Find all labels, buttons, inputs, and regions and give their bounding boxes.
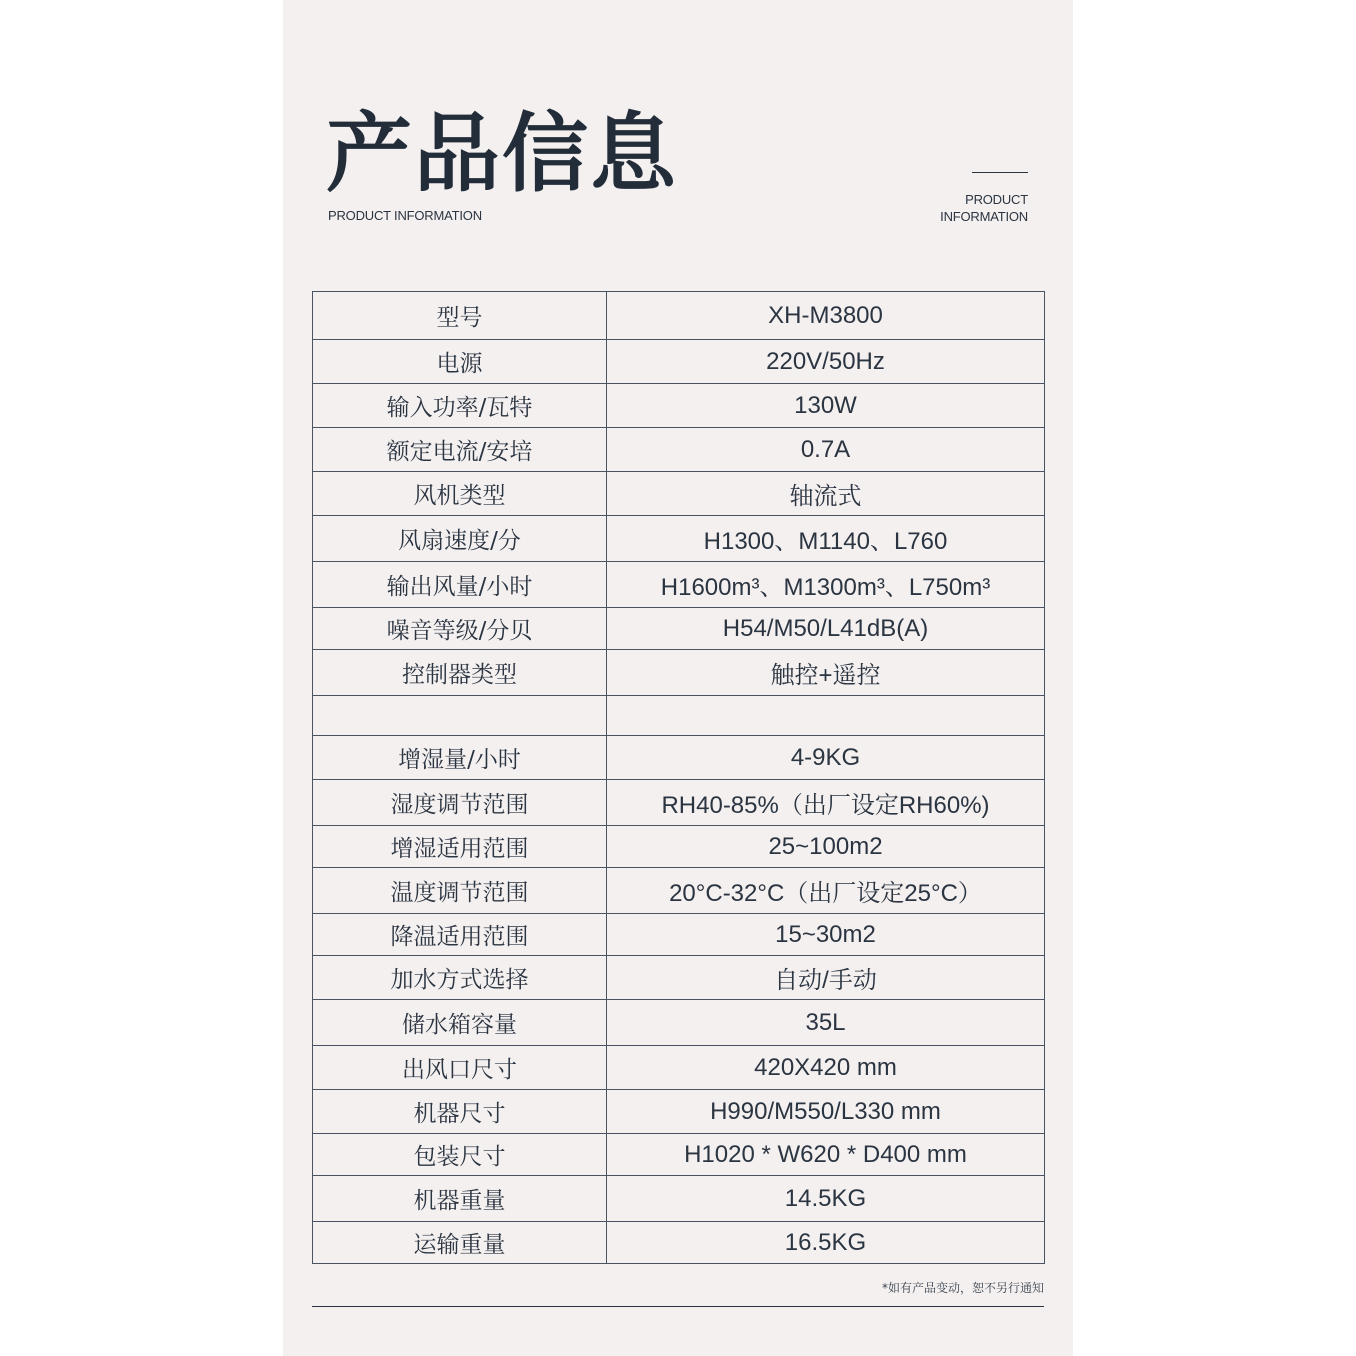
spec-value: H990/M550/L330 mm <box>607 1090 1045 1134</box>
spec-value: 14.5KG <box>607 1176 1045 1222</box>
spec-label <box>313 696 607 736</box>
spec-label: 增湿量/小时 <box>313 736 607 780</box>
spec-value <box>607 696 1045 736</box>
spec-label: 风扇速度/分 <box>313 516 607 562</box>
spec-label: 电源 <box>313 340 607 384</box>
spec-label: 风机类型 <box>313 472 607 516</box>
table-row <box>313 696 1045 736</box>
spec-value: 轴流式 <box>607 472 1045 516</box>
spec-label: 型号 <box>313 292 607 340</box>
table-row <box>313 914 1045 956</box>
table-row <box>313 1000 1045 1046</box>
spec-value: H1300、M1140、L760 <box>607 516 1045 562</box>
spec-value: 220V/50Hz <box>607 340 1045 384</box>
spec-label: 控制器类型 <box>313 650 607 696</box>
table-row <box>313 1090 1045 1134</box>
spec-label: 出风口尺寸 <box>313 1046 607 1090</box>
table-row <box>313 650 1045 696</box>
table-row <box>313 956 1045 1000</box>
spec-table-body <box>313 292 1045 1264</box>
bottom-divider <box>312 1306 1044 1307</box>
spec-label: 增湿适用范围 <box>313 826 607 868</box>
table-row <box>313 384 1045 428</box>
table-row <box>313 1176 1045 1222</box>
disclaimer-note: *如有产品变动，恕不另行通知 <box>881 1281 1044 1295</box>
spec-label: 储水箱容量 <box>313 1000 607 1046</box>
spec-value: 16.5KG <box>607 1222 1045 1264</box>
spec-value: XH-M3800 <box>607 292 1045 340</box>
spec-label: 加水方式选择 <box>313 956 607 1000</box>
table-row <box>313 516 1045 562</box>
spec-value: 0.7A <box>607 428 1045 472</box>
spec-value: H54/M50/L41dB(A) <box>607 608 1045 650</box>
header-divider <box>972 172 1028 173</box>
spec-label: 机器尺寸 <box>313 1090 607 1134</box>
table-row <box>313 1046 1045 1090</box>
table-row <box>313 1134 1045 1176</box>
spec-label: 温度调节范围 <box>313 868 607 914</box>
spec-value: 25~100m2 <box>607 826 1045 868</box>
page-subtitle: PRODUCT INFORMATION <box>328 208 482 223</box>
spec-value: 35L <box>607 1000 1045 1046</box>
spec-label: 输入功率/瓦特 <box>313 384 607 428</box>
spec-value: 自动/手动 <box>607 956 1045 1000</box>
spec-value: 4-9KG <box>607 736 1045 780</box>
table-row <box>313 472 1045 516</box>
corner-label <box>900 191 1028 225</box>
spec-label: 湿度调节范围 <box>313 780 607 826</box>
spec-label: 降温适用范围 <box>313 914 607 956</box>
spec-label: 噪音等级/分贝 <box>313 608 607 650</box>
table-row <box>313 826 1045 868</box>
table-row <box>313 780 1045 826</box>
spec-value: 触控+遥控 <box>607 650 1045 696</box>
spec-label: 包装尺寸 <box>313 1134 607 1176</box>
table-row <box>313 1222 1045 1264</box>
spec-label: 机器重量 <box>313 1176 607 1222</box>
corner-label-line-1: PRODUCT <box>965 192 1028 207</box>
corner-label-line-2: INFORMATION <box>940 209 1028 224</box>
spec-label: 额定电流/安培 <box>313 428 607 472</box>
spec-table <box>312 291 1045 1264</box>
spec-label: 运输重量 <box>313 1222 607 1264</box>
spec-value: 130W <box>607 384 1045 428</box>
spec-value: H1600m³、M1300m³、L750m³ <box>607 562 1045 608</box>
table-row <box>313 562 1045 608</box>
table-row <box>313 292 1045 340</box>
table-row <box>313 608 1045 650</box>
table-row <box>313 340 1045 384</box>
table-row <box>313 868 1045 914</box>
spec-value: RH40-85%（出厂设定RH60%) <box>607 780 1045 826</box>
spec-value: 420X420 mm <box>607 1046 1045 1090</box>
table-row <box>313 428 1045 472</box>
spec-value: H1020 * W620 * D400 mm <box>607 1134 1045 1176</box>
spec-value: 20°C-32°C（出厂设定25°C） <box>607 868 1045 914</box>
page-title: 产品信息 <box>326 104 678 204</box>
table-row <box>313 736 1045 780</box>
spec-label: 输出风量/小时 <box>313 562 607 608</box>
spec-value: 15~30m2 <box>607 914 1045 956</box>
